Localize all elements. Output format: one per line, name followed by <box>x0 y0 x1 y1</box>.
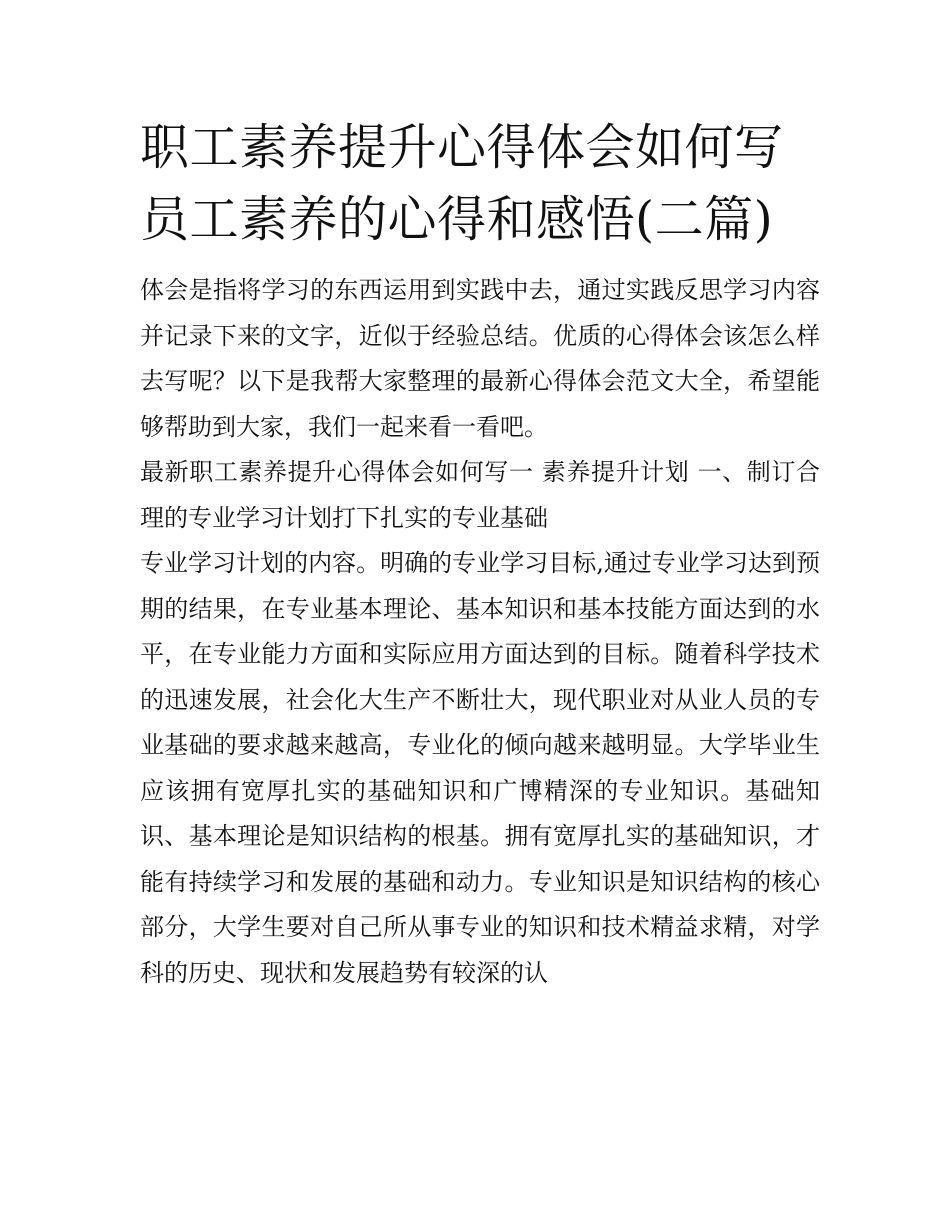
title-line-2: 员工素养的心得和感悟(二篇) <box>140 191 774 248</box>
document-title <box>140 112 820 256</box>
intro-paragraph: 体会是指将学习的东西运用到实践中去，通过实践反思学习内容并记录下来的文字，近似于经验总结。优质的心得体会该怎么样去写呢？以下是我帮大家整理的最新心得体会范文大全，希望能够帮助到大家，我们一起来看一看吧。 <box>140 276 820 441</box>
document-page <box>140 112 820 996</box>
section-heading-paragraph: 最新职工素养提升心得体会如何写一 素养提升计划 一、制订合理的专业学习计划打下扎实的专业基础 <box>140 458 820 532</box>
title-line-1: 职工素养提升心得体会如何写 <box>140 119 784 176</box>
body-paragraph: 专业学习计划的内容。明确的专业学习目标,通过专业学习达到预期的结果，在专业基本理论、基本知识和基本技能方面达到的水平，在专业能力方面和实际应用方面达到的目标。随着科学技术的迅速发展，社会化大生产不断壮大，现代职业对从业人员的专业基础的要求越来越高，专业化的倾向越来越明显。大学毕业生应该拥有宽厚扎实的基础知识和广博精深的专业知识。基础知识、基本理论是知识结构的根基。拥有宽厚扎实的基础知识，才能有持续学习和发展的基础和动力。专业知识是知识结构的核心部分，大学生要对自己所从事专业的知识和技术精益求精，对学科的历史、现状和发展趋势有较深的认 <box>140 549 820 987</box>
